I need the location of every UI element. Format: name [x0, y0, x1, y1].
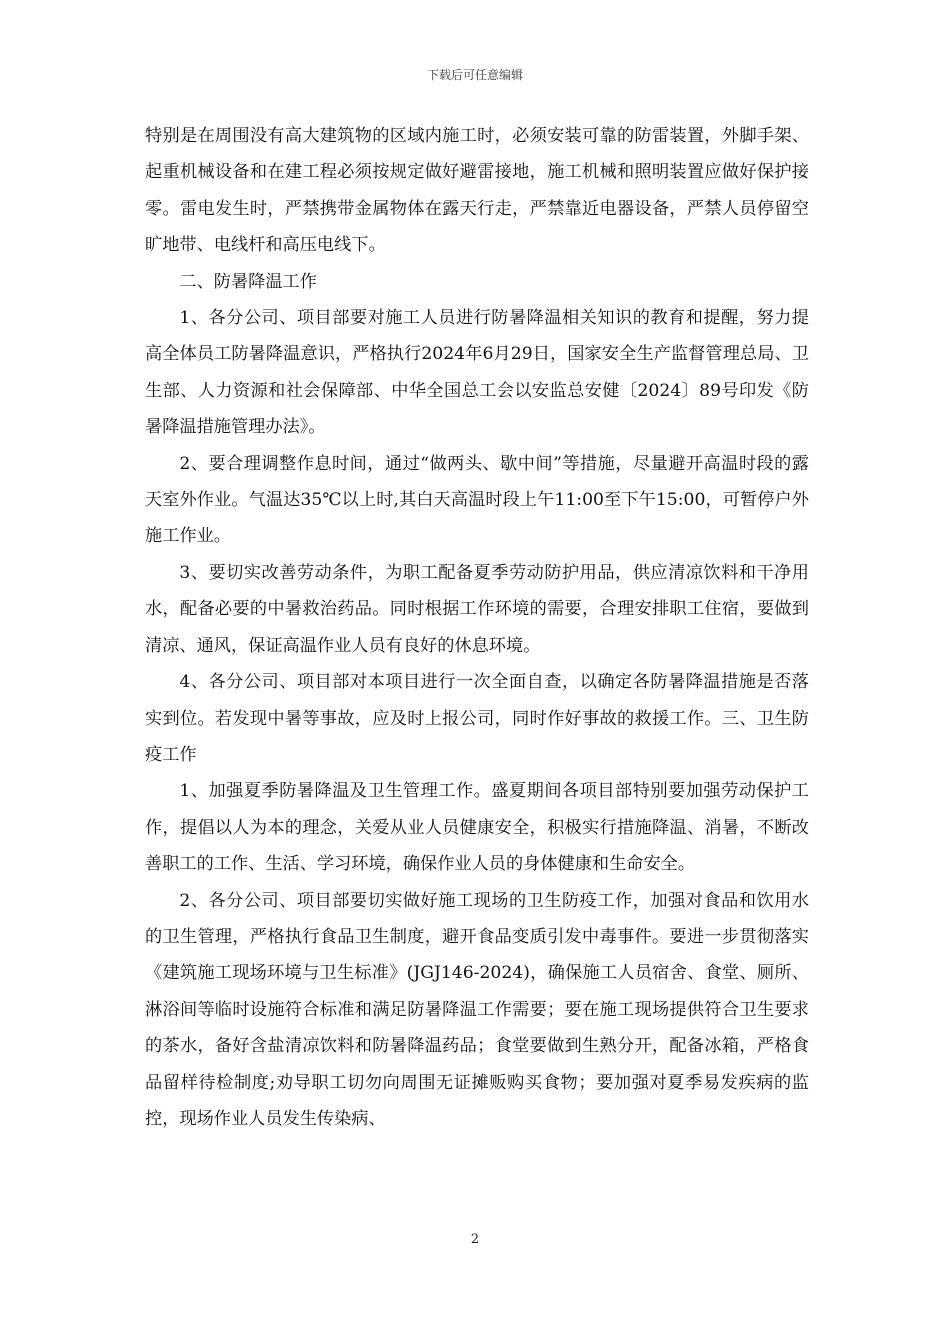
paragraph-heat-item-4: 4、各分公司、项目部对本项目进行一次全面自查，以确定各防暑降温措施是否落实到位。若发现中暑等事故，应及时上报公司，同时作好事故的救援工作。三、卫生防疫工作: [145, 672, 809, 765]
paragraph-heat-item-2: 2、要合理调整作息时间，通过“做两头、歇中间”等措施，尽量避开高温时段的露天室外作业。气温达35℃以上时,其白天高温时段上午11:00至下午15:00，可暂停户外施工作业。: [145, 453, 809, 547]
page-header-note: 下载后可任意编辑: [426, 68, 523, 82]
paragraph-lightning-protection: 特别是在周围没有高大建筑物的区域内施工时，必须安装可靠的防雷装置，外脚手架、起重机械设备和在建工程必须按规定做好避雷接地，施工机械和照明装置应做好保护接零。雷电发生时，严禁携带金属物体在露天行走，严禁靠近电器设备，严禁人员停留空旷地带、电线杆和高压电线下。: [145, 126, 809, 256]
document-body: [145, 118, 809, 1137]
paragraph-hygiene-item-1: 1、加强夏季防暑降温及卫生管理工作。盛夏期间各项目部特别要加强劳动保护工作，提倡以人为本的理念，关爱从业人员健康安全，积极实行措施降温、消暑，不断改善职工的工作、生活、学习环境，确保作业人员的身体健康和生命安全。: [145, 781, 809, 875]
section-heading-heat-prevention: 二、防暑降温工作: [179, 271, 317, 292]
paragraph-heat-item-1: 1、各分公司、项目部要对施工人员进行防暑降温相关知识的教育和提醒，努力提高全体员工防暑降温意识，严格执行2024年6月29日，国家安全生产监督管理总局、卫生部、人力资源和社会保障部、中华全国总工会以安监总安健〔2024〕89号印发《防暑降温措施管理办法》。: [145, 308, 809, 438]
paragraph-heat-item-3: 3、要切实改善劳动条件，为职工配备夏季劳动防护用品，供应清凉饮料和干净用水，配备必要的中暑救治药品。同时根据工作环境的需要，合理安排职工住宿，要做到清凉、通风，保证高温作业人员有良好的休息环境。: [145, 562, 809, 656]
paragraph-hygiene-item-2: 2、各分公司、项目部要切实做好施工现场的卫生防疫工作，加强对食品和饮用水的卫生管理，严格执行食品卫生制度，避开食品变质引发中毒事件。要进一步贯彻落实《建筑施工现场环境与卫生标准》(JGJ146-2024)，确保施工人员宿舍、食堂、厕所、淋浴间等临时设施符合标准和满足防暑降温工作需要；要在施工现场提供符合卫生要求的茶水，备好含盐清凉饮料和防暑降温药品；食堂要做到生熟分开，配备冰箱，严格食品留样待检制度;劝导职工切勿向周围无证摊贩购买食物；要加强对夏季易发疾病的监控，现场作业人员发生传染病、: [145, 890, 809, 1129]
page-number: 2: [470, 1232, 480, 1247]
